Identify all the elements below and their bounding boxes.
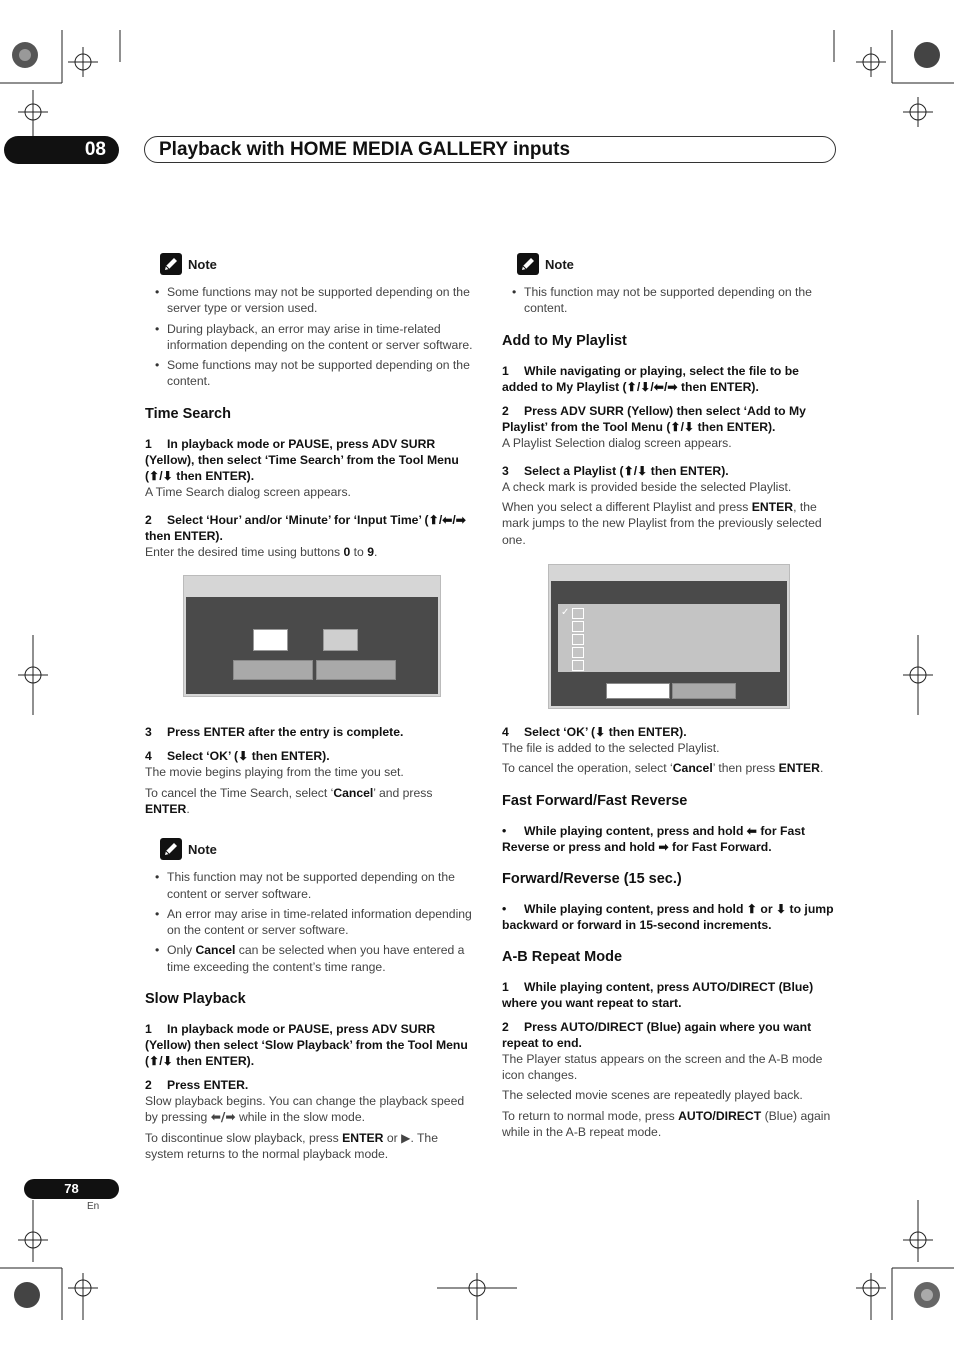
check-mark-icon: ✓	[561, 607, 570, 619]
step: 1 While playing content, press AUTO/DIRECT (Blue) where you want repeat to start.	[502, 979, 814, 1010]
note-list	[502, 284, 836, 317]
playlist-dialog	[548, 564, 790, 709]
playlist-icon[interactable]	[572, 621, 584, 632]
note-item: • Only Cancel can be selected when you have entered a time exceeding the content’s time range.	[167, 942, 479, 975]
step-body: To discontinue slow playback, press ENTER or ▶. The system returns to the normal playback mode.	[145, 1130, 438, 1161]
note-item: • This function may not be supported depending on the content.	[524, 284, 836, 317]
step-body: A Playlist Selection dialog screen appears.	[502, 435, 732, 450]
step-body: A check mark is provided beside the selected Playlist.	[502, 479, 792, 494]
note-header	[517, 252, 836, 276]
step: 2 Select ‘Hour’ and/or ‘Minute’ for ‘Input Time’ (⬆/⬅/➡ then ENTER).	[145, 513, 467, 544]
note-label: Note	[188, 256, 217, 272]
step-body: A Time Search dialog screen appears.	[145, 484, 351, 499]
step-body: The selected movie scenes are repeatedly played back.	[502, 1088, 803, 1103]
playlist-icon[interactable]	[572, 660, 584, 671]
playlist-list[interactable]	[558, 604, 780, 672]
step-body: To cancel the operation, select ‘Cancel’ then press ENTER.	[502, 761, 824, 776]
section-title-forward-reverse: Forward/Reverse (15 sec.)	[502, 870, 682, 887]
step: 2 Press ADV SURR (Yellow) then select ‘Add to My Playlist’ from the Tool Menu (⬆/⬇ then ENTER).	[502, 403, 806, 434]
step-body: To return to normal mode, press AUTO/DIRECT (Blue) again while in the A-B repeat mode.	[502, 1108, 831, 1139]
section-title-fast-forward: Fast Forward/Fast Reverse	[502, 792, 688, 809]
step-body: When you select a different Playlist and press ENTER, the mark jumps to the new Playlist from the previously selected one.	[502, 500, 822, 547]
ok-button[interactable]	[606, 683, 670, 699]
note-item: • Some functions may not be supported depending on the content.	[167, 357, 479, 390]
time-search-dialog-area	[145, 564, 479, 724]
step: 1 In playback mode or PAUSE, press ADV SURR (Yellow), then select ‘Time Search’ from the Tool Menu (⬆/⬇ then ENTER).	[145, 436, 459, 483]
minute-field[interactable]	[323, 629, 358, 651]
time-search-dialog	[183, 575, 441, 697]
note-header	[160, 837, 479, 861]
bullet-step: • While playing content, press and hold ⬅ for Fast Reverse or press and hold ➡ for Fast Forward.	[502, 823, 806, 854]
step: 2 Press ENTER.	[145, 1078, 249, 1093]
step-body: The file is added to the selected Playlist.	[502, 741, 720, 756]
cancel-button[interactable]	[672, 683, 736, 699]
language-code: En	[87, 1201, 100, 1212]
playlist-icon[interactable]	[572, 647, 584, 658]
section-title-add-to-playlist: Add to My Playlist	[502, 332, 627, 349]
step-body: To cancel the Time Search, select ‘Cancel’ and press ENTER.	[145, 785, 433, 816]
step: 4 Select ‘OK’ (⬇ then ENTER).	[145, 749, 330, 764]
hour-field[interactable]	[253, 629, 288, 651]
page-number: 78	[24, 1179, 119, 1199]
step: 1 While navigating or playing, select the file to be added to My Playlist (⬆/⬇/⬅/➡ then ENTER).	[502, 363, 799, 394]
playlist-dialog-area	[502, 552, 836, 724]
note-item: • Some functions may not be supported depending on the server type or version used.	[167, 284, 479, 317]
section-title-slow-playback: Slow Playback	[145, 991, 246, 1008]
step-body: The movie begins playing from the time you set.	[145, 765, 404, 780]
chapter-number: 08	[4, 136, 119, 164]
note-label: Note	[188, 841, 217, 857]
pencil-note-icon	[517, 253, 539, 275]
playlist-icon[interactable]	[572, 608, 584, 619]
note-label: Note	[545, 256, 574, 272]
note-list	[145, 284, 479, 390]
ok-button[interactable]	[233, 660, 313, 680]
section-title-time-search: Time Search	[145, 405, 231, 422]
note-header	[160, 252, 479, 276]
right-column	[502, 252, 836, 1144]
bullet-step: • While playing content, press and hold ⬆ or ⬇ to jump backward or forward in 15-second increments.	[502, 901, 834, 932]
note-item: • This function may not be supported depending on the content or server software.	[167, 869, 479, 902]
pencil-note-icon	[160, 253, 182, 275]
step: 4 Select ‘OK’ (⬇ then ENTER).	[502, 725, 687, 740]
cancel-button[interactable]	[316, 660, 396, 680]
step: 2 Press AUTO/DIRECT (Blue) again where you want repeat to end.	[502, 1019, 812, 1050]
playlist-icon[interactable]	[572, 634, 584, 645]
note-item: • During playback, an error may arise in time-related information depending on the content or server software.	[167, 321, 479, 354]
note-list	[145, 869, 479, 975]
step: 3 Press ENTER after the entry is complete.	[145, 725, 404, 740]
step-body: Enter the desired time using buttons 0 to 9.	[145, 545, 378, 560]
step-body: The Player status appears on the screen and the A-B mode icon changes.	[502, 1051, 823, 1082]
note-item: • An error may arise in time-related information depending on the content or server software.	[167, 906, 479, 939]
section-title-ab-repeat: A-B Repeat Mode	[502, 948, 623, 965]
left-column	[145, 252, 479, 1166]
chapter-title: Playback with HOME MEDIA GALLERY inputs	[144, 136, 836, 163]
step: 3 Select a Playlist (⬆/⬇ then ENTER).	[502, 463, 729, 478]
pencil-note-icon	[160, 838, 182, 860]
step-body: Slow playback begins. You can change the playback speed by pressing ⬅/➡ while in the slow mode.	[145, 1094, 465, 1125]
step: 1 In playback mode or PAUSE, press ADV SURR (Yellow) then select ‘Slow Playback’ from the Tool Menu (⬆/⬇ then ENTER).	[145, 1022, 468, 1069]
